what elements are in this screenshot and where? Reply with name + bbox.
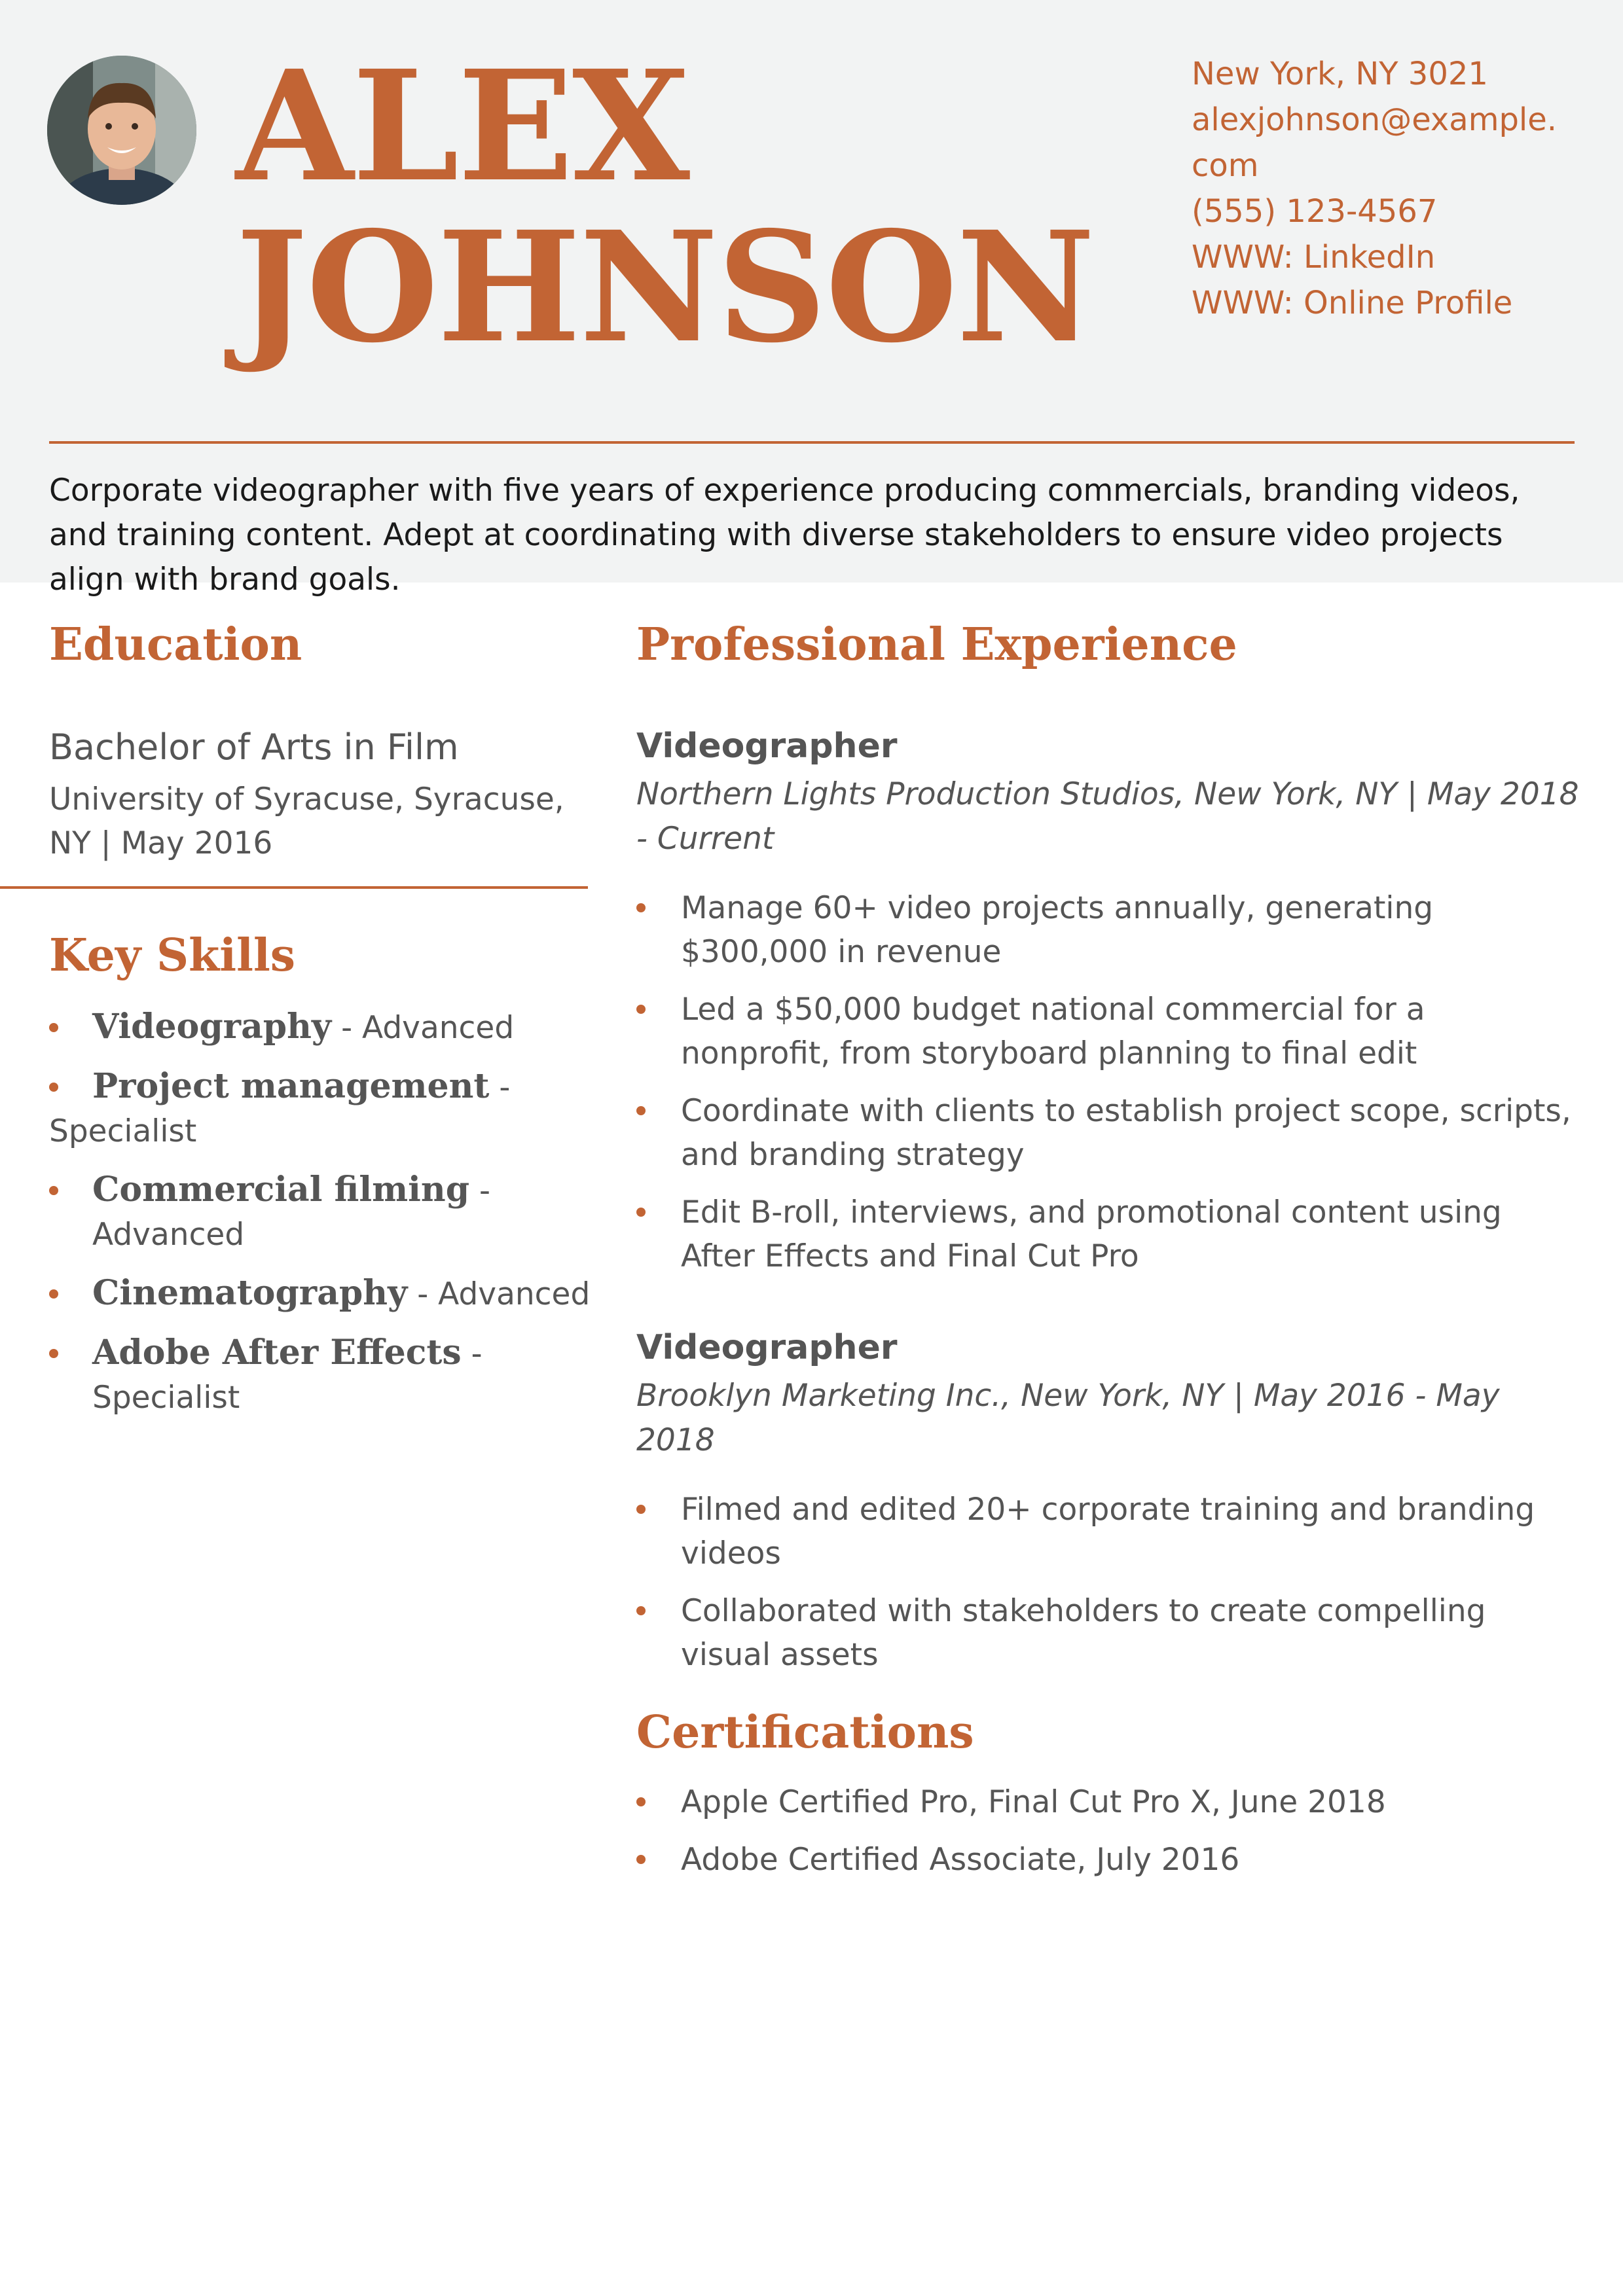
job-bullet: Manage 60+ video projects annually, generating $300,000 in revenue [636,886,1579,974]
skill-item [49,1168,599,1257]
header-band [0,0,1623,598]
skill-item [49,1271,599,1316]
avatar [47,56,196,205]
certifications-heading: Certifications [636,1706,974,1759]
skill-level: - Advanced [92,1173,490,1253]
education-degree: Bachelor of Arts in Film [49,726,459,768]
header-divider [49,441,1575,444]
job-bullets [636,1488,1579,1677]
education-divider [0,886,588,889]
contact-location: New York, NY 3021 [1192,56,1488,92]
skill-name: Videography [92,1007,332,1047]
candidate-name [236,37,1094,376]
job-bullet: Collaborated with stakeholders to create compelling visual assets [636,1589,1579,1677]
skill-name: Project management [92,1066,490,1106]
contact-info [1192,51,1571,326]
avatar-photo-icon [47,56,196,205]
first-name: ALEX [236,37,689,215]
certifications-list [636,1780,1579,1882]
education-school: University of Syracuse, Syracuse, NY | May 2016 [49,781,564,861]
professional-summary: Corporate videographer with five years of experience producing commercials, branding videos, and training content. Adept at coordinating with diverse stakeholders to ensure video projects align with brand goals. [49,473,1520,598]
skills-heading: Key Skills [49,929,296,982]
skill-level: - Advanced [407,1276,591,1312]
job-bullet: Edit B-roll, interviews, and promotional content using After Effects and Final Cut Pro [636,1191,1579,1278]
job-bullet: Filmed and edited 20+ corporate training and branding videos [636,1488,1579,1575]
contact-phone: (555) 123-4567 [1192,193,1438,230]
experience-heading: Professional Experience [636,619,1237,671]
skill-level: - Advanced [331,1010,515,1046]
contact-email[interactable]: alexjohnson@example.com [1192,101,1558,184]
job-bullet: Coordinate with clients to establish project scope, scripts, and branding strategy [636,1089,1579,1177]
skill-item [49,1331,599,1420]
skill-item [49,1005,599,1050]
right-column [636,615,1579,1895]
skill-name: Commercial filming [92,1170,470,1210]
certification-item: Apple Certified Pro, Final Cut Pro X, June 2018 [636,1780,1579,1824]
skills-list [49,1005,599,1434]
contact-profile-link[interactable]: WWW: Online Profile [1192,285,1513,321]
job-bullets [636,886,1579,1278]
education-heading: Education [49,619,302,671]
skill-level: - Specialist [92,1336,483,1416]
contact-linkedin-link[interactable]: WWW: LinkedIn [1192,239,1436,276]
skill-level: - Specialist [49,1069,511,1149]
certification-item: Adobe Certified Associate, July 2016 [636,1838,1579,1882]
job-meta: Brooklyn Marketing Inc., New York, NY | May 2016 - May 2018 [636,1378,1500,1458]
last-name: JOHNSON [236,198,1094,376]
skill-name: Cinematography [92,1273,408,1313]
job-bullet: Led a $50,000 budget national commercial for a nonprofit, from storyboard planning to final edit [636,988,1579,1075]
job-title: Videographer [636,1328,898,1367]
skill-name: Adobe After Effects [92,1333,462,1372]
job-entry [636,1324,1579,1677]
skill-item [49,1064,599,1153]
job-entry [636,723,1579,1278]
job-title: Videographer [636,726,898,766]
left-column [49,615,593,865]
job-meta: Northern Lights Production Studios, New York, NY | May 2018 - Current [636,776,1579,857]
